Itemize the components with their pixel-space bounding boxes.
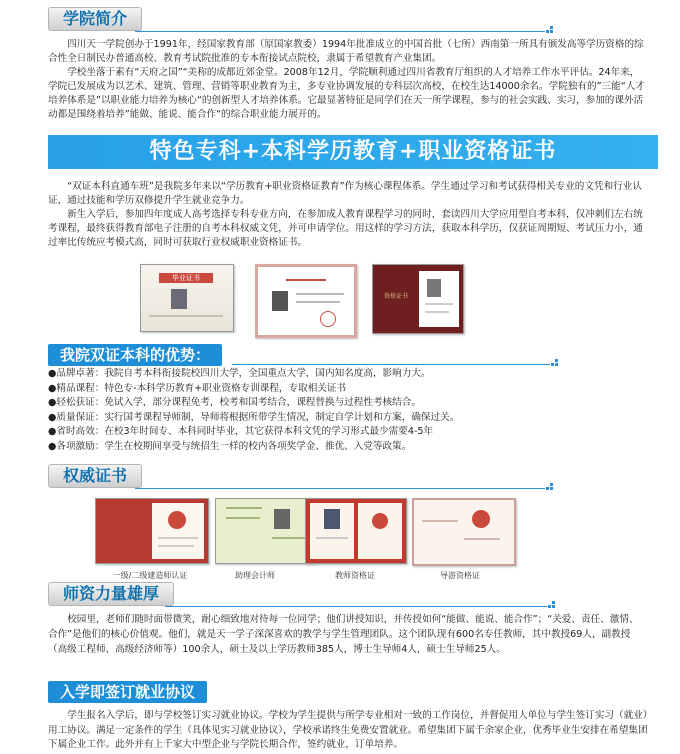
list-item: ●各项激励：学生在校期间享受与统招生一样的校内各项奖学金、推优、入党等政策。 [48, 440, 412, 452]
employment-title: 入学即签订就业协议 [48, 681, 207, 703]
intro-text [48, 38, 648, 122]
list-item: ●精品课程：特色专-本科学历教育+职业资格专训课程，专取相关证书 [48, 382, 347, 394]
divider-line [232, 364, 550, 365]
divider-dots-icon [546, 26, 554, 34]
certificate-image-degree [255, 264, 357, 338]
advantages-list [48, 367, 648, 454]
cert-doc-label: 资格证书 [383, 293, 408, 300]
intro-paragraph-1: 四川天一学院创办于1991年，经国家教育部（原国家教委）1994年批准成立的中国首批（七所）西南第一所具有颁发高等学历资格的综合性全日制民办普通高校、教育考试院批准的专本衔接试点院校，隶属于希望教育产业集团。 [48, 39, 644, 64]
divider-dots-icon [551, 359, 559, 367]
cert-caption: 助理会计师 [235, 571, 275, 580]
section-header-faculty [48, 583, 174, 605]
photo-icon [324, 509, 340, 529]
divider-line [135, 488, 545, 489]
emblem-icon [372, 513, 388, 529]
photo-icon [274, 509, 290, 529]
cert-caption: 导游资格证 [440, 571, 480, 580]
advantages-title: 我院双证本科的优势： [48, 344, 222, 366]
certificate-image-guide [412, 498, 516, 566]
divider-line [135, 31, 545, 32]
certificate-image-qualification [372, 264, 464, 334]
program-paragraph-2: 新生入学后，参加四年度成人高考选择专科专业方向，在参加成人教育课程学习的同时，套读四川大学应用型自考本科，仅冲刺们左右统考课程，最终获得教育部电子注册的自考本科权威文凭，并可申请学位。用这样的学习方法，获取本科学历，仅获证周期短、考试压力小，通过率比传统应考模式高，同时可获取行业权威职业资格证书。 [48, 209, 643, 248]
photo-icon [171, 289, 187, 309]
program-paragraph-1: “双证本科直通车班”是我院多年来以“学历教育+职业资格证教育”作为核心课程体系。学生通过学习和考试获得相关专业的文凭和行业认证，通过技能和学历双修提升学生就业竞争力。 [48, 181, 642, 206]
emblem-icon [168, 511, 186, 529]
program-text [48, 180, 648, 250]
emblem-icon [472, 510, 490, 528]
divider-dots-icon [548, 601, 556, 609]
certs-title: 权威证书 [48, 464, 142, 488]
employment-paragraph: 学生报名入学后，即与学校签订实习就业协议。学校为学生提供与所学专业相对一致的工作岗位，并督促用人单位与学生签订实习（就业）用工协议。满足一定条件的学生（具体见实习就业协议），学校承诺终生免费安置就业。希望集团下属千余家企业，优秀毕业生安排在希望集团下属企业工作。此外并有上千家大中型企业与学院长期合作，签约就业，订单培养。 [48, 710, 648, 750]
intro-title: 学院简介 [48, 7, 142, 31]
certificate-image-graduation [140, 264, 234, 332]
faculty-paragraph: 校园里，老师们随时面带微笑，耐心细致地对待每一位同学；他们讲授知识，并传授如何“能做、能说、能合作”；“关爱、责任、激情、合作”是他们的核心价值观。他们，就是天一学子深深喜欢的教学与学生管理团队。这个团队现有600名专任教师，其中教授69人，副教授（高级工程师、高级经济师等）100余人，硕士及以上学历教师385人，博士生导师4人，硕士生导师25人。 [48, 614, 639, 655]
cert-caption: 一级/二级建造师认证 [112, 571, 188, 580]
divider-line [165, 606, 547, 607]
certificate-image-accountant [215, 498, 317, 564]
faculty-text [48, 612, 648, 657]
photo-icon [272, 291, 288, 311]
cert-doc-label: 毕业证书 [159, 273, 213, 283]
feature-banner: 特色专科+本科学历教育+职业资格证书 [48, 135, 658, 169]
faculty-title: 师资力量雄厚 [48, 582, 174, 606]
list-item: ●品牌卓著：我院自考本科衔接院校四川大学，全国重点大学，国内知名度高，影响力大。 [48, 368, 431, 379]
cert-caption: 教师资格证 [335, 571, 375, 580]
list-item: ●质量保证：实行国考课程导师制，导师将根据所带学生情况，制定自学计划和方案，确保过关。 [48, 411, 460, 423]
employment-text [48, 709, 648, 753]
list-item: ●省时高效：在校3年时间专、本科同时毕业，其它获得本科文凭的学习形式最少需要4-5年 [48, 426, 434, 437]
section-header-employment [48, 681, 207, 703]
section-header-intro [48, 8, 142, 30]
section-header-certs [48, 465, 142, 487]
certificate-image-teacher [305, 498, 407, 564]
divider-dots-icon [546, 483, 554, 491]
section-header-advantages [48, 344, 222, 366]
list-item: ●轻松获证：免试入学，部分课程免考，校考和国考结合，课程替换与过程性考核结合。 [48, 397, 421, 408]
photo-icon [427, 279, 441, 297]
seal-icon [320, 311, 336, 327]
certificate-image-constructor [95, 498, 209, 564]
intro-paragraph-2: 学校坐落于素有“天府之国”“美称的成都近郊金堂。2008年12月，学院顺利通过四川省教育厅组织的人才培养工作水平评估。24年来，学院已发展成为以艺术、建筑、管理、营销等职业教育为主，多专业协调发展的专科层次高校，在校生达14000余名。学院独有的”三能“人才培养体系是”以职业能力培养为核心“的创新型人才培养体系。它最显著特征是同学们在天一所学课程，参与的社会实践、实习，参加的课外活动都是围绕着培养”能做、能说、能合作“的综合职业能力展开的。 [48, 67, 645, 120]
